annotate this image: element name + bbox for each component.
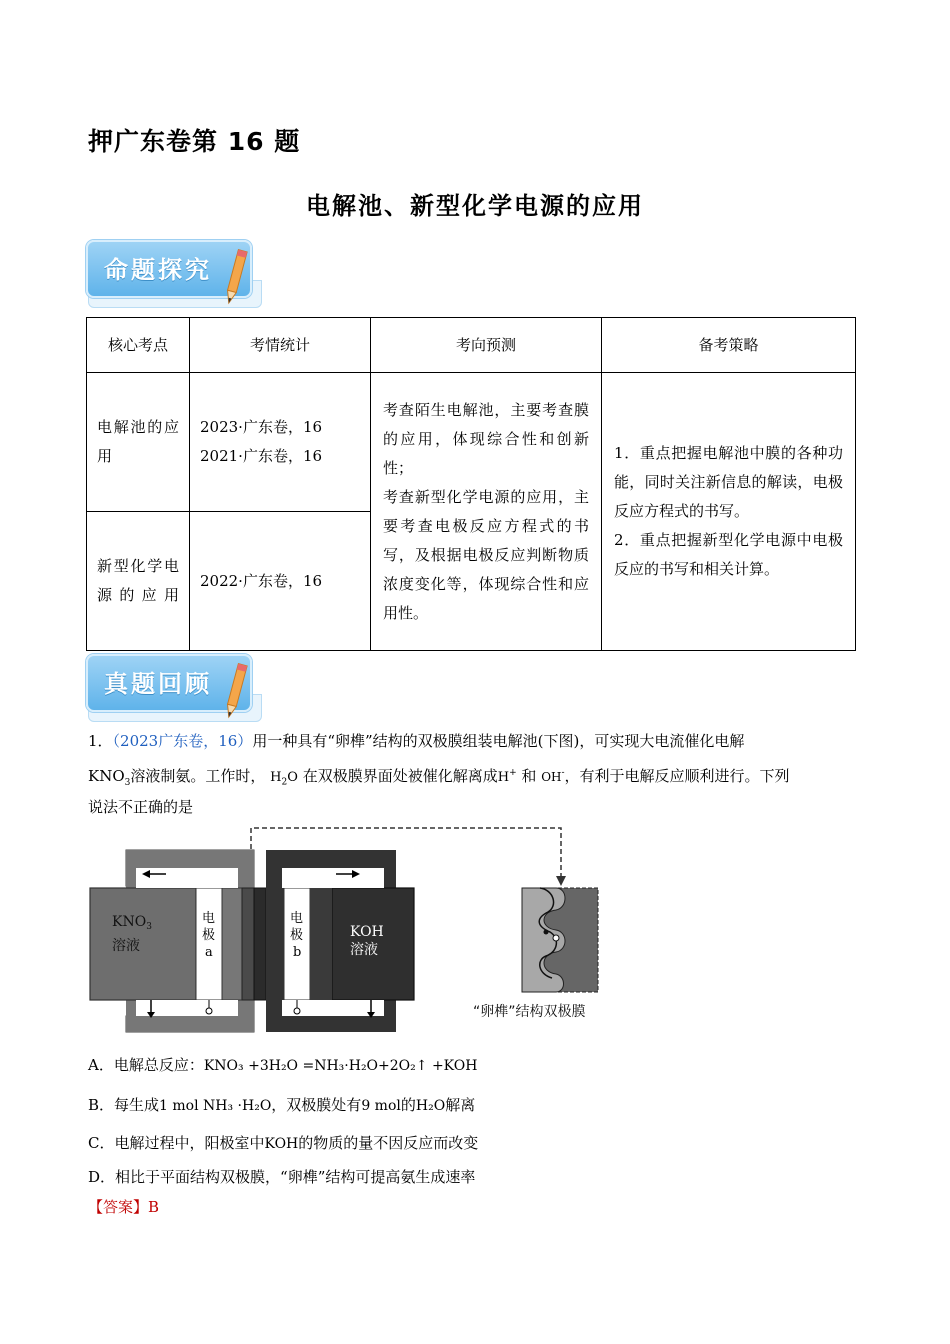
question-source: （2023广东卷，16） [112, 732, 253, 750]
table-header: 核心考点 [87, 318, 190, 373]
page-title: 押广东卷第 16 题 [88, 127, 301, 156]
option-b: B．每生成1 mol NH₃ ·H₂O，双极膜处有9 mol的H₂O解离 [88, 1096, 476, 1114]
question-line-2: $KNO_3$溶液制氨。工作时， $H_2O$ 在双极膜界面处被催化解离成H+ 和 OH-，有利于电解反应顺利进行。下列 [88, 767, 790, 788]
banner-exploration [86, 240, 262, 306]
electrode-b-label: 电 [290, 911, 304, 926]
option-d: D．相比于平面结构双极膜，“卵榫”结构可提高氨生成速率 [88, 1168, 476, 1186]
electrode-a-label: a [205, 945, 213, 960]
option-a: A．电解总反应：KNO₃ +3H₂O =NH₃·H₂O+2O₂↑ +KOH [88, 1056, 478, 1074]
electrode-a-label: 极 [202, 928, 216, 943]
banner-exploration-label: 命题探究 [104, 256, 212, 284]
table-cell-topic: 电解池的应用 [87, 373, 190, 512]
exam-analysis-table [86, 317, 856, 651]
table-cell-stats: 2023·广东卷，16 2021·广东卷，16 [190, 373, 371, 512]
option-c: C．电解过程中，阳极室中KOH的物质的量不因反应而改变 [88, 1134, 479, 1152]
banner-review [86, 654, 262, 720]
page-subtitle: 电解池、新型化学电源的应用 [306, 192, 644, 220]
table-cell-topic: 新型化学电源的应用 [87, 512, 190, 651]
left-solution-label: $KNO_3$ [112, 914, 152, 932]
table-cell-forecast: 考查陌生电解池，主要考查膜的应用，体现综合性和创新性； 考查新型化学电源的应用，主要考查电极反应方程式的书写，及根据电极反应判断物质浓度变化等，体现综合性和应用性。 [371, 373, 602, 651]
bipolar-membrane-detail [522, 888, 598, 992]
question-line-3: 说法不正确的是 [88, 798, 194, 816]
question-line-1: 1．（2023广东卷，16）用一种具有“卵榫”结构的双极膜组装电解池(下图)，可实现大电流催化电解 [88, 732, 745, 750]
membrane-caption: “卵榫”结构双极膜 [473, 1004, 586, 1020]
pencil-icon [221, 248, 251, 310]
table-header: 备考策略 [602, 318, 856, 373]
left-solution-label: 溶液 [112, 938, 140, 954]
table-header: 考情统计 [190, 318, 371, 373]
table-cell-stats: 2022·广东卷，16 [190, 512, 371, 651]
electrode-b-label: 极 [290, 928, 304, 943]
electrolysis-cell-diagram [88, 826, 648, 1036]
electrode-b-label: b [293, 945, 302, 960]
pencil-icon [221, 662, 251, 724]
table-cell-strategy: 1．重点把握电解池中膜的各种功能，同时关注新信息的解读，电极反应方程式的书写。 2．重点把握新型化学电源中电极反应的书写和相关计算。 [602, 373, 856, 651]
right-solution-label: 溶液 [350, 942, 378, 958]
table-header: 考向预测 [371, 318, 602, 373]
right-solution-label: KOH [350, 924, 384, 940]
answer: 【答案】B [88, 1198, 160, 1216]
banner-review-label: 真题回顾 [104, 670, 212, 698]
electrode-a-label: 电 [202, 911, 216, 926]
